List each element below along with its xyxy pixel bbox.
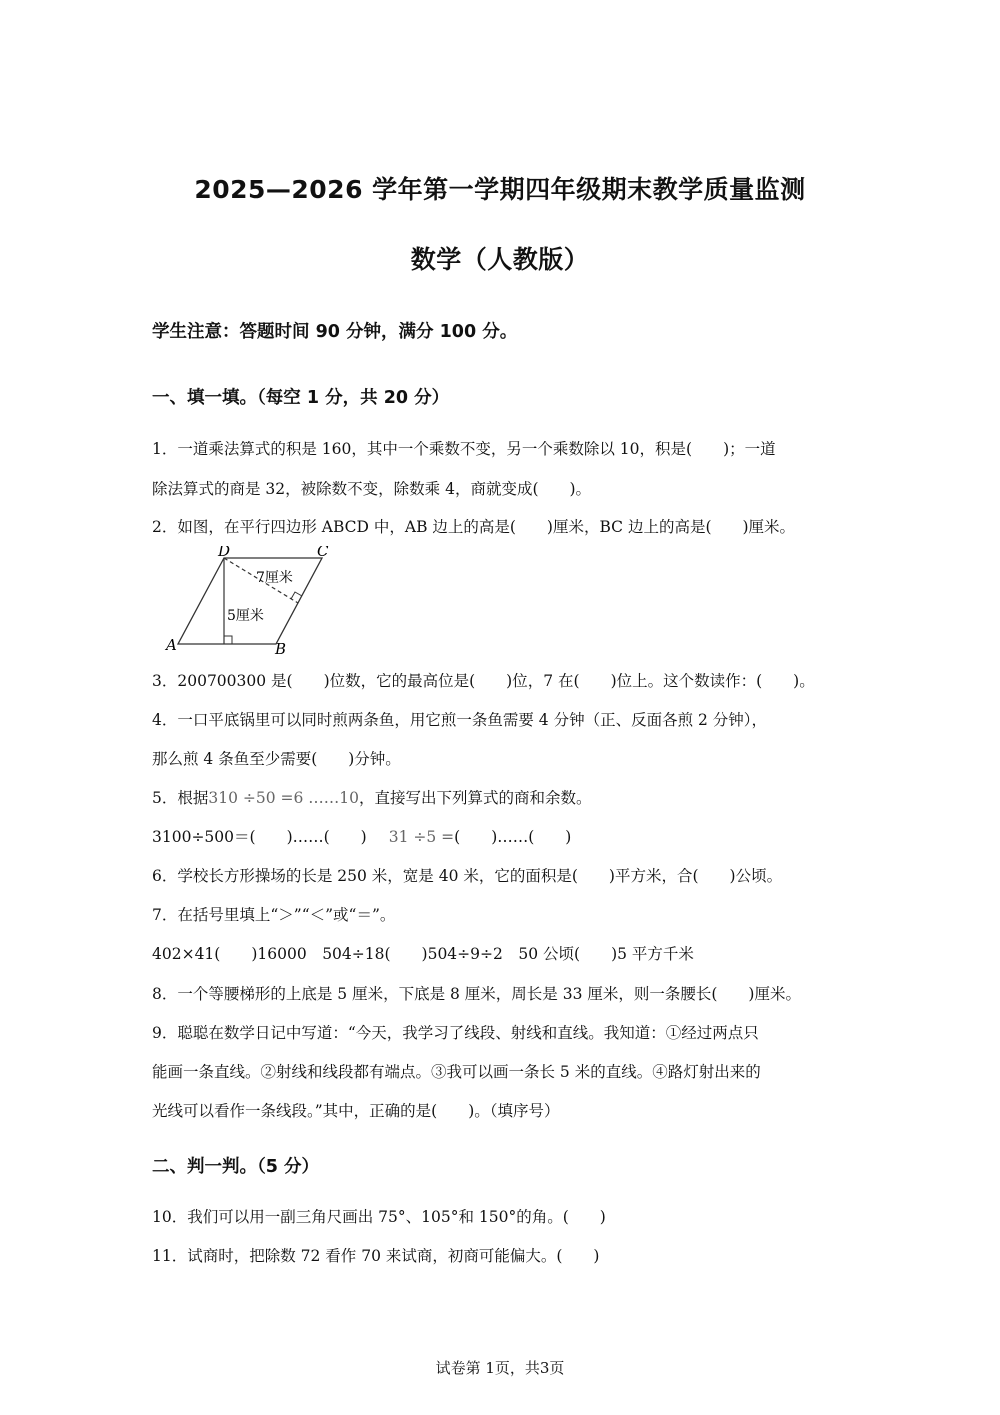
parallelogram-figure bbox=[160, 546, 340, 658]
q5-line bbox=[152, 788, 592, 808]
q1-line-1: 1．一道乘法算式的积是 160，其中一个乘数不变，另一个乘数除以 10，积是( )；一道 bbox=[152, 440, 776, 458]
q5-prefix: 5．根据 bbox=[152, 789, 209, 807]
q5-answer-row bbox=[152, 827, 571, 847]
q5-row-b-formula: 31 ÷5 = bbox=[388, 828, 455, 846]
student-notice: 学生注意：答题时间 90 分钟，满分 100 分。 bbox=[152, 322, 518, 342]
q9-line-1: 9．聪聪在数学日记中写道：“今天，我学习了线段、射线和直线。我知道：①经过两点只 bbox=[152, 1024, 759, 1042]
q5-formula: 310 ÷50 =6 ……10 bbox=[208, 789, 360, 807]
q5-row-a: 3100÷500＝( )……( ) bbox=[152, 828, 367, 846]
q9-line-3: 光线可以看作一条线段。”其中，正确的是( )。（填序号） bbox=[152, 1102, 560, 1120]
page-footer: 试卷第 1页，共3页 bbox=[435, 1359, 565, 1377]
q8-line: 8．一个等腰梯形的上底是 5 厘米，下底是 8 厘米，周长是 33 厘米，则一条腰长( )厘米。 bbox=[152, 985, 801, 1003]
exam-title: 2025—2026 学年第一学期四年级期末教学质量监测 bbox=[194, 175, 806, 204]
label-D: D bbox=[218, 546, 231, 560]
q10-line: 10．我们可以用一副三角尺画出 75°、105°和 150°的角。( ) bbox=[152, 1208, 606, 1226]
exam-subtitle: 数学（人教版） bbox=[410, 245, 590, 274]
label-C: C bbox=[317, 546, 329, 560]
label-5cm: 5厘米 bbox=[227, 608, 264, 624]
q4-line-2: 那么煎 4 条鱼至少需要( )分钟。 bbox=[152, 750, 401, 768]
q4-line-1: 4．一口平底锅里可以同时煎两条鱼，用它煎一条鱼需要 4 分钟（正、反面各煎 2 分钟）， bbox=[152, 711, 768, 729]
q3-line: 3．200700300 是( )位数，它的最高位是( )位，7 在( )位上。这个数读作：( )。 bbox=[152, 672, 815, 690]
label-B: B bbox=[275, 640, 287, 658]
q1-line-2: 除法算式的商是 32，被除数不变，除数乘 4，商就变成( )。 bbox=[152, 480, 592, 498]
section-1-heading: 一、填一填。（每空 1 分，共 20 分） bbox=[152, 388, 450, 408]
q11-line: 11．试商时，把除数 72 看作 70 来试商，初商可能偏大。( ) bbox=[152, 1247, 600, 1265]
q7-line: 7．在括号里填上“＞”“＜”或“＝”。 bbox=[152, 906, 396, 924]
q5-suffix: ，直接写出下列算式的商和余数。 bbox=[359, 789, 592, 807]
section-2-heading: 二、判一判。（5 分） bbox=[152, 1157, 320, 1177]
label-A: A bbox=[166, 636, 177, 654]
q7-compare-row: 402×41( )16000 504÷18( )504÷9÷2 50 公顷( )5 平方千米 bbox=[152, 945, 694, 963]
q6-line: 6．学校长方形操场的长是 250 米，宽是 40 米，它的面积是( )平方米，合( )公顷。 bbox=[152, 867, 783, 885]
q9-line-2: 能画一条直线。②射线和线段都有端点。③我可以画一条长 5 米的直线。④路灯射出来的 bbox=[152, 1063, 761, 1081]
label-7cm: 7厘米 bbox=[256, 570, 293, 586]
q5-row-b-rest: ( )……( ) bbox=[454, 828, 572, 846]
q2-line: 2．如图，在平行四边形 ABCD 中，AB 边上的高是( )厘米，BC 边上的高是( )厘米。 bbox=[152, 518, 796, 536]
